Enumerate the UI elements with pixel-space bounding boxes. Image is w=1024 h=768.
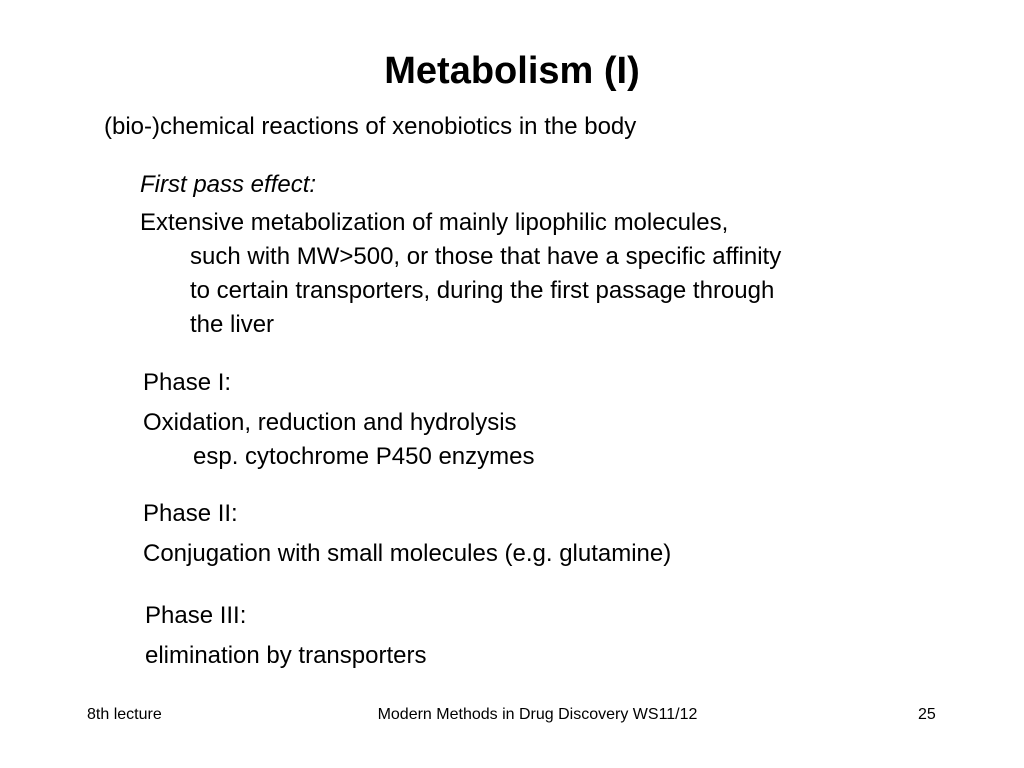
first-pass-text-line-3: to certain transporters, during the first passage through [190,277,775,304]
footer-page-number: 25 [918,706,936,723]
phase-3-line-1: elimination by transporters [145,642,427,669]
phase-3-heading: Phase III: [145,602,247,629]
phase-2-section [143,497,671,571]
phase-1-section [143,366,535,474]
footer-course-title: Modern Methods in Drug Discovery WS11/12 [377,706,698,723]
first-pass-text-line-1: Extensive metabolization of mainly lipophilic molecules, [140,209,729,236]
phase-2-heading: Phase II: [143,500,238,527]
first-pass-section [140,168,781,342]
footer-lecture: 8th lecture [87,706,162,723]
first-pass-heading: First pass effect: [140,171,317,198]
phase-3-section [145,599,426,673]
slide-title: Metabolism (I) [384,50,640,92]
slide-subtitle: (bio-)chemical reactions of xenobiotics in the body [104,113,637,140]
phase-1-line-2: esp. cytochrome P450 enzymes [193,443,535,470]
phase-1-heading: Phase I: [143,369,232,396]
phase-2-line-1: Conjugation with small molecules (e.g. glutamine) [143,540,672,567]
first-pass-text-line-2: such with MW>500, or those that have a specific affinity [190,243,782,270]
first-pass-text-line-4: the liver [190,311,275,338]
phase-1-line-1: Oxidation, reduction and hydrolysis [143,409,517,436]
